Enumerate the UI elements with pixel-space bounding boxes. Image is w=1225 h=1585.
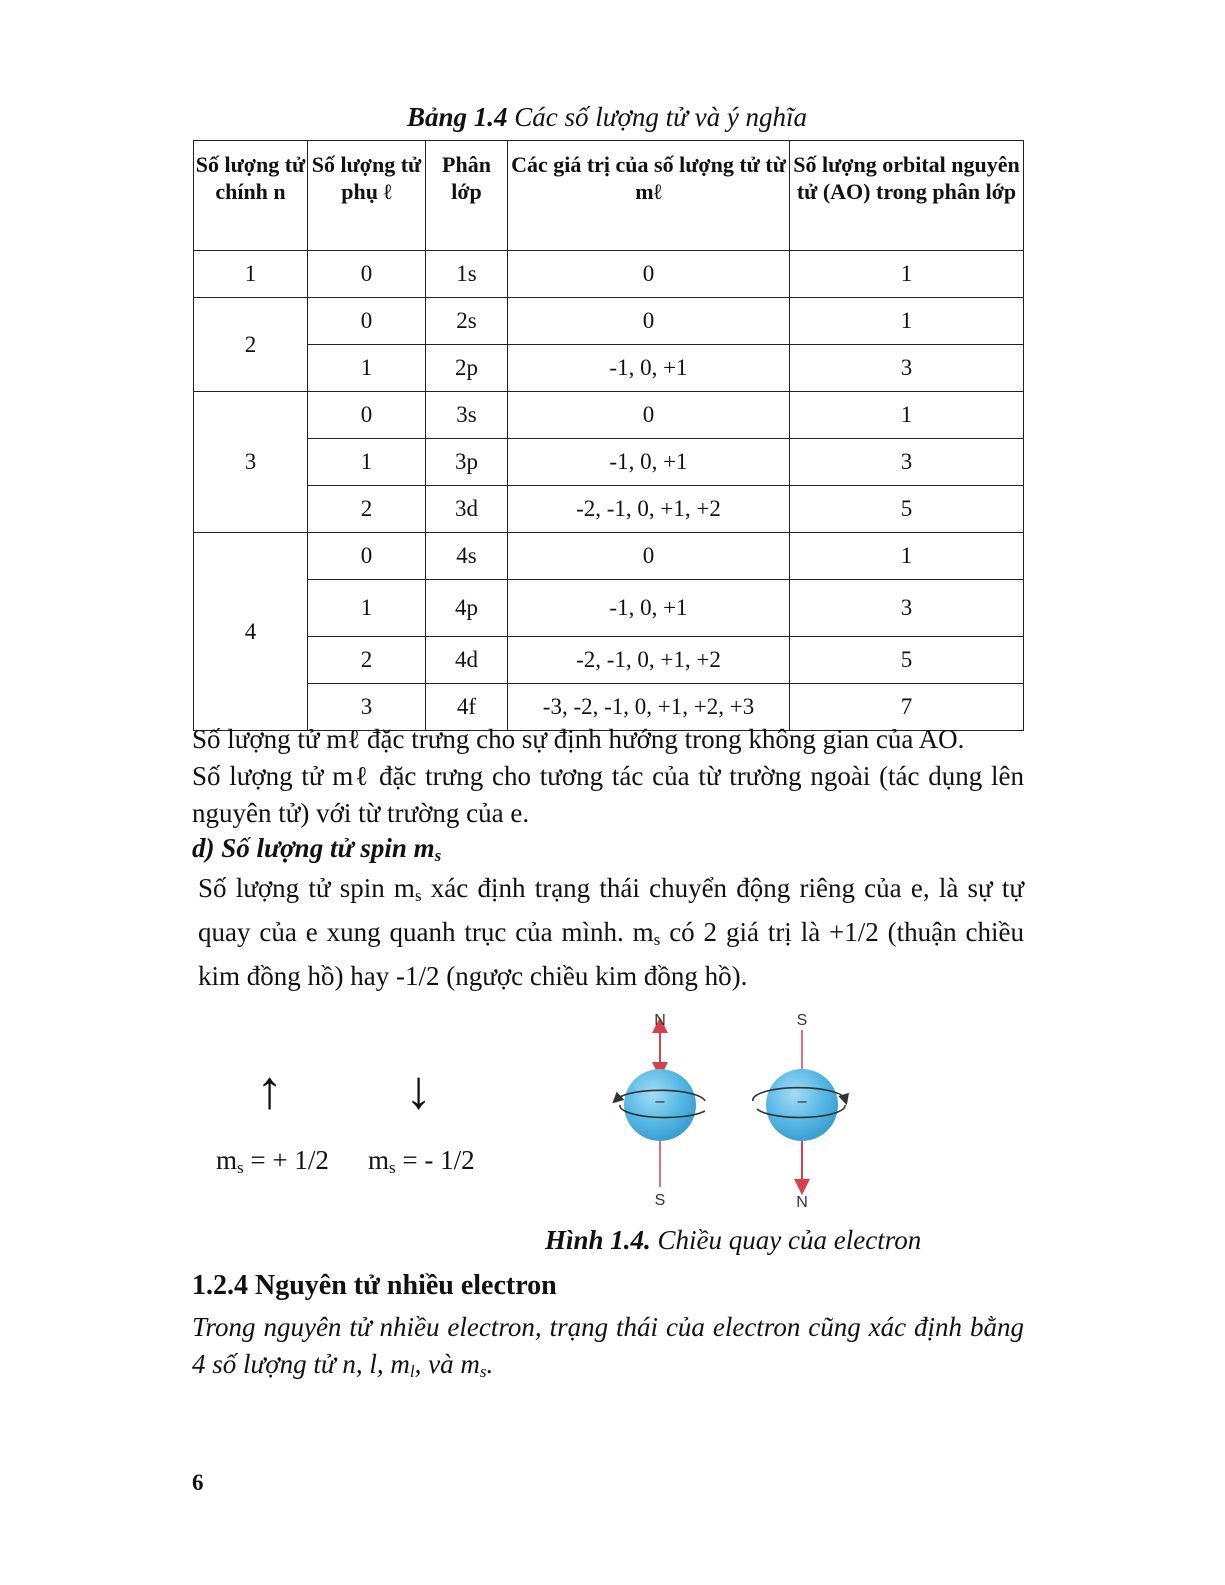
- cell-n: 3: [194, 392, 308, 533]
- cell-l: 1: [308, 580, 426, 637]
- table-row: [194, 251, 1024, 298]
- cell-ml: 0: [508, 298, 790, 345]
- cell-ao: 1: [790, 251, 1024, 298]
- pole-label: S: [654, 1192, 666, 1209]
- figure-caption-label: Hình 1.4.: [545, 1225, 651, 1255]
- table-row: [194, 486, 1024, 533]
- ms-down-label: [368, 1145, 475, 1178]
- cell-ml: 0: [508, 533, 790, 580]
- cell-subshell: 3s: [426, 392, 508, 439]
- cell-ao: 5: [790, 486, 1024, 533]
- cell-l: 0: [308, 251, 426, 298]
- table-row: [194, 345, 1024, 392]
- ml-description-line-2b: nguyên tử) với từ trường của e.: [192, 798, 530, 828]
- ml-description-line-1: Số lượng tử mℓ đặc trưng cho sự định hướng trong không gian của AO.: [192, 724, 965, 754]
- ms-up-label: [216, 1145, 329, 1178]
- cell-subshell: 3p: [426, 439, 508, 486]
- spin-text: có 2 giá trị là +1/2 (thuận chiều: [660, 917, 1024, 947]
- pole-label: S: [796, 1012, 808, 1029]
- spin-text: xác định trạng thái chuyển động riêng của e, là sự tự: [421, 873, 1025, 903]
- cell-ao: 3: [790, 439, 1024, 486]
- spin-heading-text: d) Số lượng tử spin m: [192, 833, 435, 863]
- cell-l: 2: [308, 637, 426, 684]
- ms-down-prefix: m: [368, 1145, 390, 1175]
- table-caption-text: Các số lượng tử và ý nghĩa: [507, 102, 808, 132]
- table-row: [194, 637, 1024, 684]
- figure-caption-text: Chiều quay của electron: [650, 1225, 922, 1255]
- cell-subshell: 2s: [426, 298, 508, 345]
- cell-ao: 7: [790, 684, 1024, 731]
- section-title: 1.2.4 Nguyên tử nhiều electron: [192, 1270, 557, 1301]
- cell-ml: -2, -1, 0, +1, +2: [508, 637, 790, 684]
- pole-label: N: [796, 1194, 808, 1211]
- table-caption: [192, 102, 1022, 133]
- section-text-sub: l: [409, 1362, 415, 1381]
- cell-ml: -1, 0, +1: [508, 345, 790, 392]
- cell-subshell: 2p: [426, 345, 508, 392]
- cell-ao: 3: [790, 580, 1024, 637]
- cell-subshell: 3d: [426, 486, 508, 533]
- cell-n: 4: [194, 533, 308, 731]
- cell-ao: 1: [790, 533, 1024, 580]
- section-paragraph: [192, 1309, 1024, 1390]
- table-caption-label: Bảng 1.4: [406, 102, 508, 132]
- cell-ml: -3, -2, -1, 0, +1, +2, +3: [508, 684, 790, 731]
- electron-charge-label: –: [797, 1093, 807, 1110]
- ms-up-prefix: m: [216, 1145, 238, 1175]
- cell-subshell: 1s: [426, 251, 508, 298]
- up-arrow-icon: ↑: [256, 1060, 283, 1120]
- ms-up-value: = + 1/2: [243, 1145, 329, 1175]
- cell-l: 3: [308, 684, 426, 731]
- cell-ao: 5: [790, 637, 1024, 684]
- cell-l: 0: [308, 298, 426, 345]
- quantum-numbers-table: [193, 140, 1024, 731]
- spin-text: quay của e xung quanh trục của mình. m: [198, 917, 654, 947]
- page-number: 6: [192, 1470, 204, 1495]
- table-row: [194, 298, 1024, 345]
- figure-caption: [545, 1225, 921, 1256]
- cell-subshell: 4p: [426, 580, 508, 637]
- cell-ao: 1: [790, 298, 1024, 345]
- section-text: .: [486, 1349, 494, 1379]
- spin-text-sub: s: [414, 886, 422, 905]
- cell-ml: 0: [508, 251, 790, 298]
- cell-l: 2: [308, 486, 426, 533]
- ms-down-sub: s: [389, 1158, 396, 1177]
- cell-n: 1: [194, 251, 308, 298]
- electron-sphere-1: [617, 1012, 705, 1209]
- header-ao-count: Số lượng orbital nguyên tử (AO) trong phân lớp: [790, 141, 1024, 251]
- cell-ao: 3: [790, 345, 1024, 392]
- cell-ml: -2, -1, 0, +1, +2: [508, 486, 790, 533]
- section-text: , và m: [414, 1349, 480, 1379]
- cell-n: 2: [194, 298, 308, 392]
- down-arrow-icon: ↓: [405, 1060, 432, 1120]
- header-ml-values: Các giá trị của số lượng tử từ mℓ: [508, 141, 790, 251]
- section-text-sub: s: [479, 1362, 487, 1381]
- spin-paragraph-line-1: [198, 870, 1024, 914]
- cell-l: 1: [308, 345, 426, 392]
- table-header-row: [194, 141, 1024, 251]
- header-azimuthal-l: Số lượng tử phụ ℓ: [308, 141, 426, 251]
- spin-heading: [192, 833, 441, 866]
- cell-l: 0: [308, 392, 426, 439]
- cell-ao: 1: [790, 392, 1024, 439]
- spin-heading-sub: s: [434, 846, 442, 865]
- cell-l: 1: [308, 439, 426, 486]
- section-text: Trong nguyên tử nhiều electron, trạng thái của electron cũng xác định bằng 4 số lượng tử n, l, m: [192, 1312, 1024, 1379]
- cell-ml: -1, 0, +1: [508, 580, 790, 637]
- header-principal-n: Số lượng tử chính n: [194, 141, 308, 251]
- ms-up-sub: s: [237, 1158, 244, 1177]
- ml-description: [192, 721, 1024, 832]
- cell-ml: -1, 0, +1: [508, 439, 790, 486]
- pole-label: N: [654, 1012, 666, 1029]
- header-subshell: Phân lớp: [426, 141, 508, 251]
- ms-down-value: = - 1/2: [395, 1145, 475, 1175]
- spin-paragraph-line-3: kim đồng hồ) hay -1/2 (ngược chiều kim đồng hồ).: [198, 961, 748, 991]
- ml-description-line-2a: Số lượng tử mℓ đặc trưng cho tương tác của từ trường ngoài (tác dụng lên: [192, 761, 1024, 791]
- electron-sphere-2: [753, 1012, 845, 1211]
- table-row: [194, 580, 1024, 637]
- cell-ml: 0: [508, 392, 790, 439]
- table-row: [194, 392, 1024, 439]
- cell-subshell: 4s: [426, 533, 508, 580]
- spin-text: Số lượng tử spin m: [198, 873, 415, 903]
- electron-charge-label: –: [655, 1093, 665, 1110]
- cell-subshell: 4d: [426, 637, 508, 684]
- spin-paragraph-line-2: [198, 914, 1024, 958]
- table-row: [194, 533, 1024, 580]
- electron-spin-figure: [595, 1005, 865, 1215]
- cell-l: 0: [308, 533, 426, 580]
- cell-subshell: 4f: [426, 684, 508, 731]
- table-row: [194, 439, 1024, 486]
- spin-paragraph: [198, 870, 1024, 995]
- spin-text-sub: s: [653, 930, 661, 949]
